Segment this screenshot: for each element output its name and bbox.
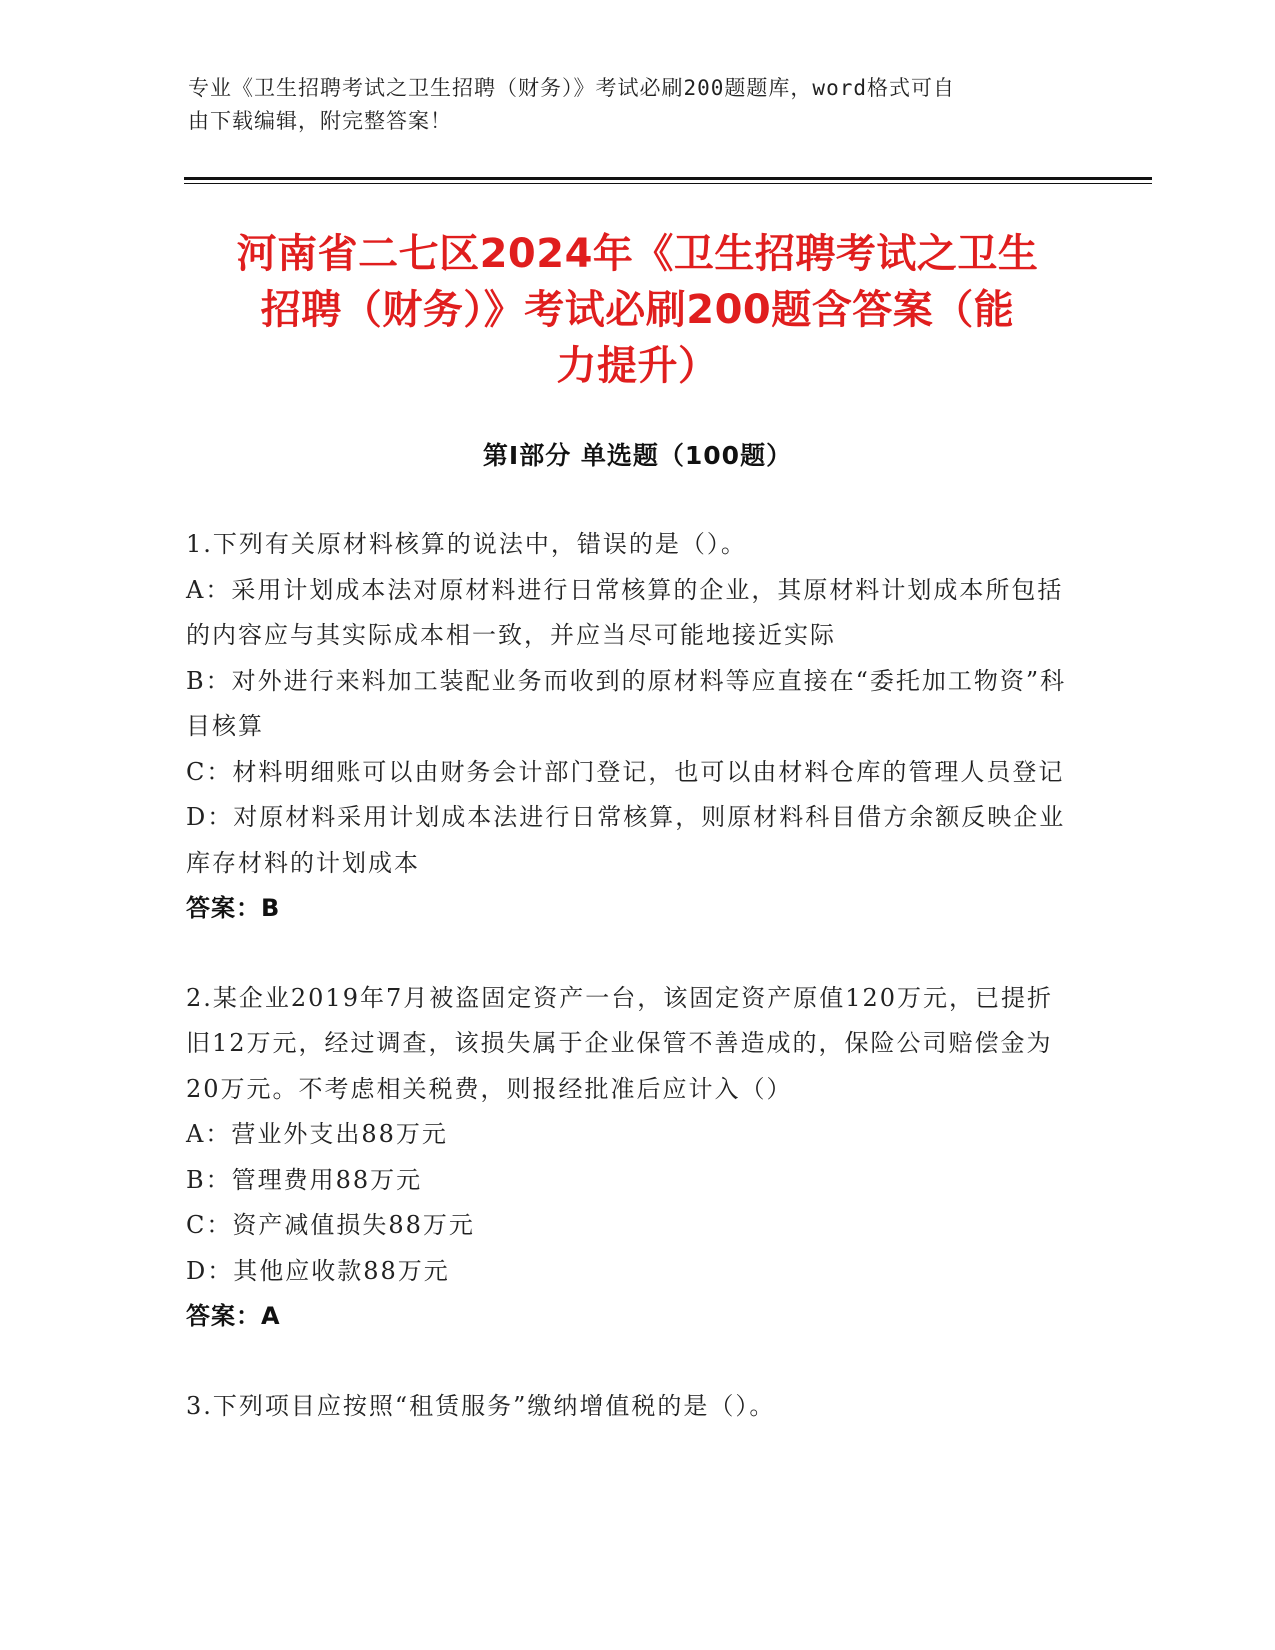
header-note bbox=[188, 72, 1068, 138]
option-d: D：其他应收款88万元 bbox=[186, 1256, 450, 1285]
header-divider-thin bbox=[184, 183, 1152, 184]
question-stem: 1.下列有关原材料核算的说法中，错误的是（）。 bbox=[186, 530, 747, 558]
header-note-line-1: 专业《卫生招聘考试之卫生招聘（财务）》考试必刷200题题库，word格式可自 bbox=[188, 76, 955, 100]
option-c: C：材料明细账可以由财务会计部门登记，也可以由材料仓库的管理人员登记 bbox=[186, 757, 1065, 786]
section-heading: 第I部分 单选题（100题） bbox=[482, 441, 793, 470]
question-list bbox=[186, 522, 1076, 1473]
question-3 bbox=[186, 1384, 1076, 1430]
question-2 bbox=[186, 976, 1076, 1340]
option-c: C：资产减值损失88万元 bbox=[186, 1211, 475, 1239]
option-a: A：营业外支出88万元 bbox=[186, 1120, 448, 1148]
question-stem: 2.某企业2019年7月被盗固定资产一台，该固定资产原值120万元，已提折旧12万元，经过调查，该损失属于企业保管不善造成的，保险公司赔偿金为20万元。不考虑相关税费，则报经批准后应计入（） bbox=[186, 983, 1054, 1103]
question-stem: 3.下列项目应按照“租赁服务”缴纳增值税的是（）。 bbox=[186, 1391, 776, 1420]
title-line-1: 河南省二七区2024年《卫生招聘考试之卫生 bbox=[236, 231, 1039, 277]
answer-label: 答案：B bbox=[186, 894, 281, 922]
document-title bbox=[160, 226, 1115, 394]
header-note-line-2: 由下载编辑，附完整答案！ bbox=[188, 109, 452, 133]
option-a: A：采用计划成本法对原材料进行日常核算的企业，其原材料计划成本所包括的内容应与其实际成本相一致，并应当尽可能地接近实际 bbox=[186, 575, 1064, 649]
title-line-2: 招聘（财务）》考试必刷200题含答案（能 bbox=[260, 287, 1015, 333]
title-line-3: 力提升） bbox=[556, 343, 719, 389]
option-b: B：管理费用88万元 bbox=[186, 1165, 423, 1194]
question-1 bbox=[186, 522, 1076, 932]
option-d: D：对原材料采用计划成本法进行日常核算，则原材料科目借方余额反映企业库存材料的计划成本 bbox=[186, 803, 1066, 877]
header-divider-thick bbox=[184, 177, 1152, 180]
answer-label: 答案：A bbox=[186, 1302, 281, 1330]
option-b: B：对外进行来料加工装配业务而收到的原材料等应直接在“委托加工物资”科目核算 bbox=[186, 666, 1067, 740]
